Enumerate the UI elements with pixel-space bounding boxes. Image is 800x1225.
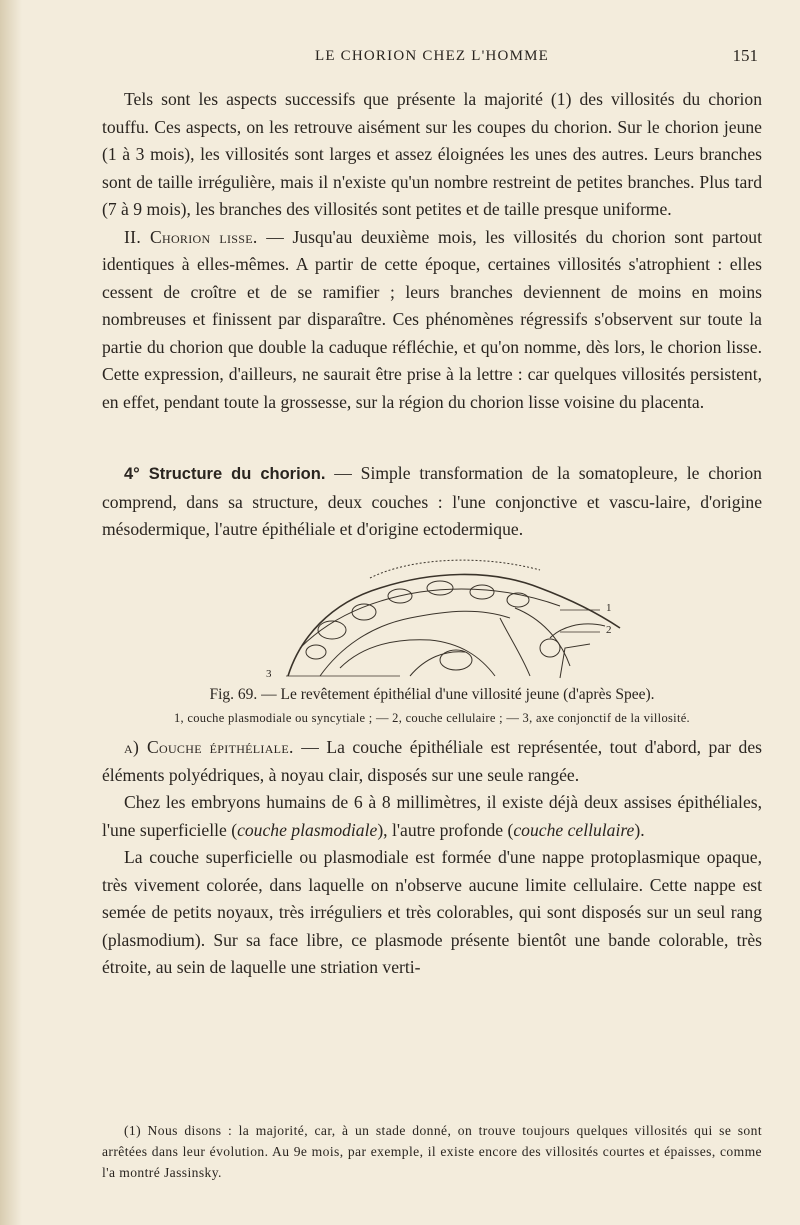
footnote-text: (1) Nous disons : la majorité, car, à un stade donné, on trouve toujours quelques villosités qui se sont arrêtées dans leur évolution. Au 9e mois, par exemple, il existe encore des villosités courtes et épaisses, comme l'a montré Jassinsky. [102, 1123, 762, 1180]
villus-illustration [260, 548, 640, 686]
epithelium-text-2b: ), l'autre profonde ( [377, 819, 514, 840]
page-spine-shadow [0, 0, 22, 1225]
epithelium-section [102, 734, 762, 982]
epithelium-heading: a) Couche épithéliale. [124, 737, 294, 757]
structure-text: — Simple transformation de la somatopleure, le chorion comprend, dans sa structure, deux couches : l'une conjonctive et vascu-laire, d'origine mésodermique, l'autre épithéliale et d'origine ectodermique. [102, 463, 762, 539]
chorion-lisse-paragraph [102, 224, 762, 417]
figure-label-1: 1 [606, 602, 612, 614]
chorion-lisse-text: — Jusqu'au deuxième mois, les villosités du chorion sont partout identiques à elles-mêmes. A partir de cette époque, certaines villosités s'atrophient : elles cessent de croître et de se ramifier ; leurs branches deviennent de moins en moins nombreuses et finissent par disparaître. Ces phénomènes régressifs s'observent sur toute la partie du chorion que double la caduque réfléchie, et qu'on nomme, dès lors, le chorion lisse. Cette expression, d'ailleurs, ne saurait être prise à la lettre : car quelques villosités persistent, en effet, pendant toute la grossesse, sur la région du chorion lisse voisine du placenta. [102, 226, 762, 412]
chorion-lisse-heading: II. Chorion lisse. [124, 226, 258, 247]
running-title: LE CHORION CHEZ L'HOMME [314, 48, 550, 64]
structure-paragraph [102, 460, 762, 544]
figure-caption: Fig. 69. — Le revêtement épithélial d'une villosité jeune (d'après Spee). [209, 686, 655, 703]
epithelium-text-2c: ). [634, 819, 645, 840]
structure-heading: 4° Structure du chorion. [124, 465, 326, 483]
figure-label-2: 2 [606, 624, 612, 636]
epithelium-paragraph-2 [102, 789, 762, 844]
figure-legend: 1, couche plasmodiale ou syncytiale ; — 2, couche cellulaire ; — 3, axe conjonctif de la villosité. [173, 711, 690, 725]
figure-label-3: 3 [266, 668, 272, 680]
intro-section [102, 86, 762, 416]
term-couche-cellulaire: couche cellulaire [513, 819, 635, 840]
structure-section [102, 460, 762, 544]
epithelium-text-2a: Chez les embryons humains de 6 à 8 millimètres, il existe déjà deux assises épithéliales, l'une superficielle ( [102, 792, 762, 840]
intro-paragraph: Tels sont les aspects successifs que présente la majorité (1) des villosités du chorion touffu. Ces aspects, on les retrouve aisément sur les coupes du chorion. Sur le chorion jeune (1 à 3 mois), les villosités sont larges et assez éloignées les unes des autres. Leurs branches sont de taille irrégulière, mais il n'existe qu'un nombre restreint de petites branches. Plus tard (7 à 9 mois), les branches des villosités sont petites et de taille presque uniforme. [102, 89, 762, 219]
page-number: 151 [732, 46, 758, 65]
villus-figure [260, 548, 640, 686]
epithelium-text-1: — La couche épithéliale est représentée, tout d'abord, par des éléments polyédriques, à noyau clair, disposés sur une seule rangée. [102, 737, 763, 785]
term-couche-plasmodiale: couche plasmodiale [237, 819, 378, 840]
epithelium-paragraph-1 [102, 734, 762, 789]
epithelium-paragraph-3: La couche superficielle ou plasmodiale est formée d'une nappe protoplasmique opaque, très vivement colorée, dans laquelle on n'observe aucune limite cellulaire. Cette nappe est semée de petits noyaux, très irréguliers et très colorables, qui sont disposés sur un seul rang (plasmodium). Sur sa face libre, ce plasmode présente bientôt une bande colorable, très étroite, au sein de laquelle une striation verti- [102, 847, 762, 977]
footnote [102, 1120, 762, 1183]
